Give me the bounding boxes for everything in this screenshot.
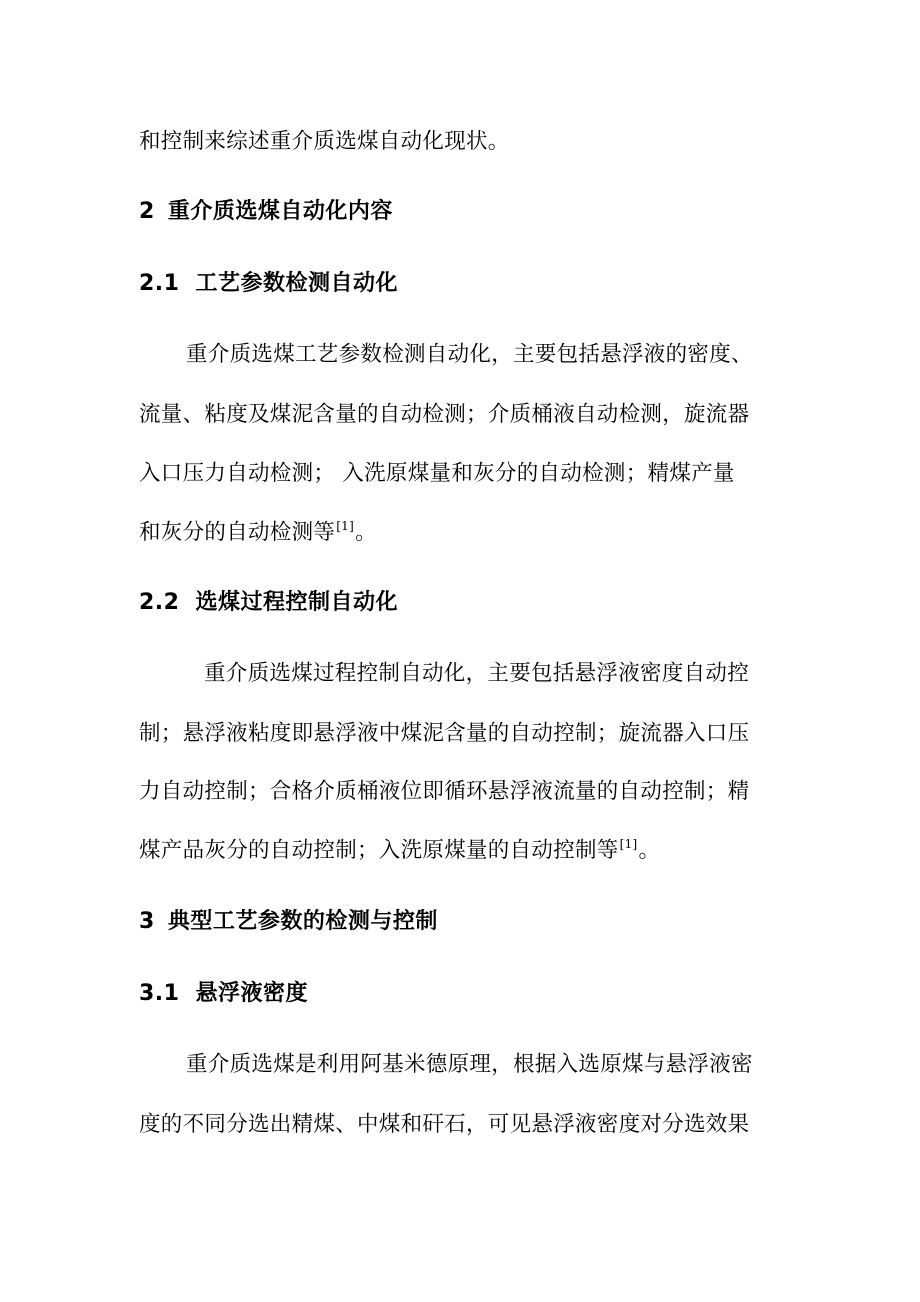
section-number: 3.1 <box>139 981 180 1006</box>
paragraph-line: 重介质选煤工艺参数检测自动化，主要包括悬浮液的密度、 <box>186 342 753 367</box>
section-title: 悬浮液密度 <box>195 981 308 1006</box>
citation-reference: [1] <box>336 519 355 533</box>
section-number: 2.1 <box>139 271 180 296</box>
paragraph-line: 和控制来综述重介质选煤自动化现状。 <box>139 129 510 154</box>
section-number: 2.2 <box>139 590 180 615</box>
paragraph-line: 制；悬浮液粘度即悬浮液中煤泥含量的自动控制；旋流器入口压 <box>139 721 750 746</box>
section-heading-3 <box>139 908 438 936</box>
paragraph-line <box>139 837 660 867</box>
paragraph-line <box>139 519 377 549</box>
paragraph-line: 重介质选煤过程控制自动化，主要包括悬浮液密度自动控 <box>204 661 750 686</box>
section-title: 典型工艺参数的检测与控制 <box>167 909 438 934</box>
section-title: 选煤过程控制自动化 <box>195 590 398 615</box>
paragraph-line: 度的不同分选出精煤、中煤和矸石，可见悬浮液密度对分选效果 <box>139 1112 750 1137</box>
paragraph-text: 煤产品灰分的自动控制；入洗原煤量的自动控制等 <box>139 838 619 863</box>
section-heading-2 <box>139 198 393 226</box>
section-title: 重介质选煤自动化内容 <box>167 199 393 224</box>
paragraph-line: 入口压力自动检测； 入洗原煤量和灰分的自动检测；精煤产量 <box>139 461 735 486</box>
sentence-end: 。 <box>638 838 661 863</box>
paragraph-line: 流量、粘度及煤泥含量的自动检测；介质桶液自动检测，旋流器 <box>139 402 750 427</box>
paragraph-text: 和灰分的自动检测等 <box>139 520 336 545</box>
section-heading-2-2 <box>139 589 398 617</box>
paragraph-line: 力自动控制；合格介质桶液位即循环悬浮液流量的自动控制；精 <box>139 779 750 804</box>
section-number: 2 <box>139 199 155 224</box>
section-title: 工艺参数检测自动化 <box>195 271 398 296</box>
section-heading-2-1 <box>139 270 398 298</box>
section-number: 3 <box>139 909 155 934</box>
paragraph-line: 重介质选煤是利用阿基米德原理，根据入选原煤与悬浮液密 <box>186 1052 753 1077</box>
section-heading-3-1 <box>139 980 308 1008</box>
sentence-end: 。 <box>355 520 377 545</box>
citation-reference: [1] <box>619 837 638 851</box>
